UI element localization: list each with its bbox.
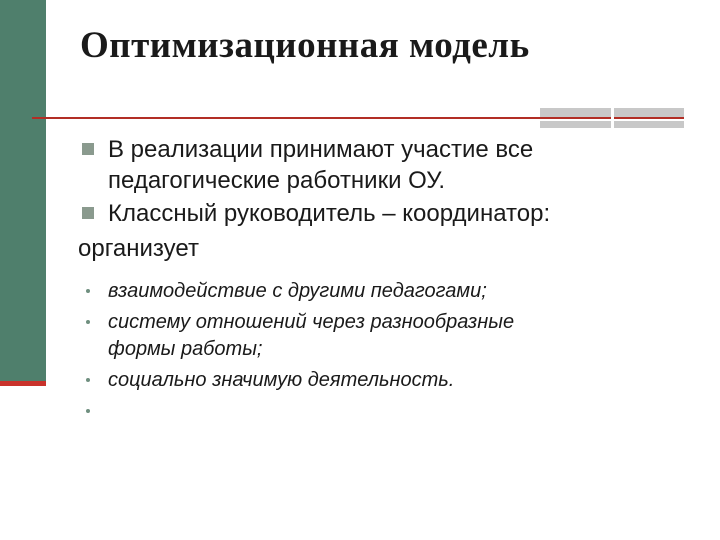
sub-bullet-text: социально значимую деятельность. (108, 369, 455, 391)
sub-bullet-text-cont: формы работы; (108, 338, 263, 360)
square-bullet-icon (82, 207, 94, 219)
slide-title: Оптимизационная модель (80, 25, 530, 66)
dot-bullet-icon (86, 320, 90, 324)
bullet-item (80, 198, 700, 229)
bullet-text: Классный руководитель – координатор: (108, 200, 551, 227)
bullet-item (80, 134, 700, 196)
left-decorative-band (0, 0, 46, 382)
sub-bullet-item (80, 278, 700, 305)
left-band-accent (0, 381, 46, 386)
empty-sub-bullet-item (80, 398, 700, 425)
dot-bullet-icon (86, 378, 90, 382)
decorative-squares (540, 108, 684, 128)
sub-bullet-text: взаимодействие с другими педагогами; (108, 280, 487, 302)
square-bullet-icon (82, 143, 94, 155)
dot-bullet-icon (86, 289, 90, 293)
bullet-text-cont: педагогические работники ОУ. (108, 167, 446, 194)
bullet-text: В реализации принимают участие все (108, 136, 534, 163)
sub-bullet-item (80, 309, 700, 363)
sub-bullet-item (80, 367, 700, 394)
dot-bullet-icon (86, 409, 90, 413)
sub-bullet-list (80, 278, 700, 425)
continuation-text: организует (78, 235, 199, 262)
slide-body (80, 134, 700, 429)
sub-bullet-text: систему отношений через разнообразные (108, 311, 515, 333)
